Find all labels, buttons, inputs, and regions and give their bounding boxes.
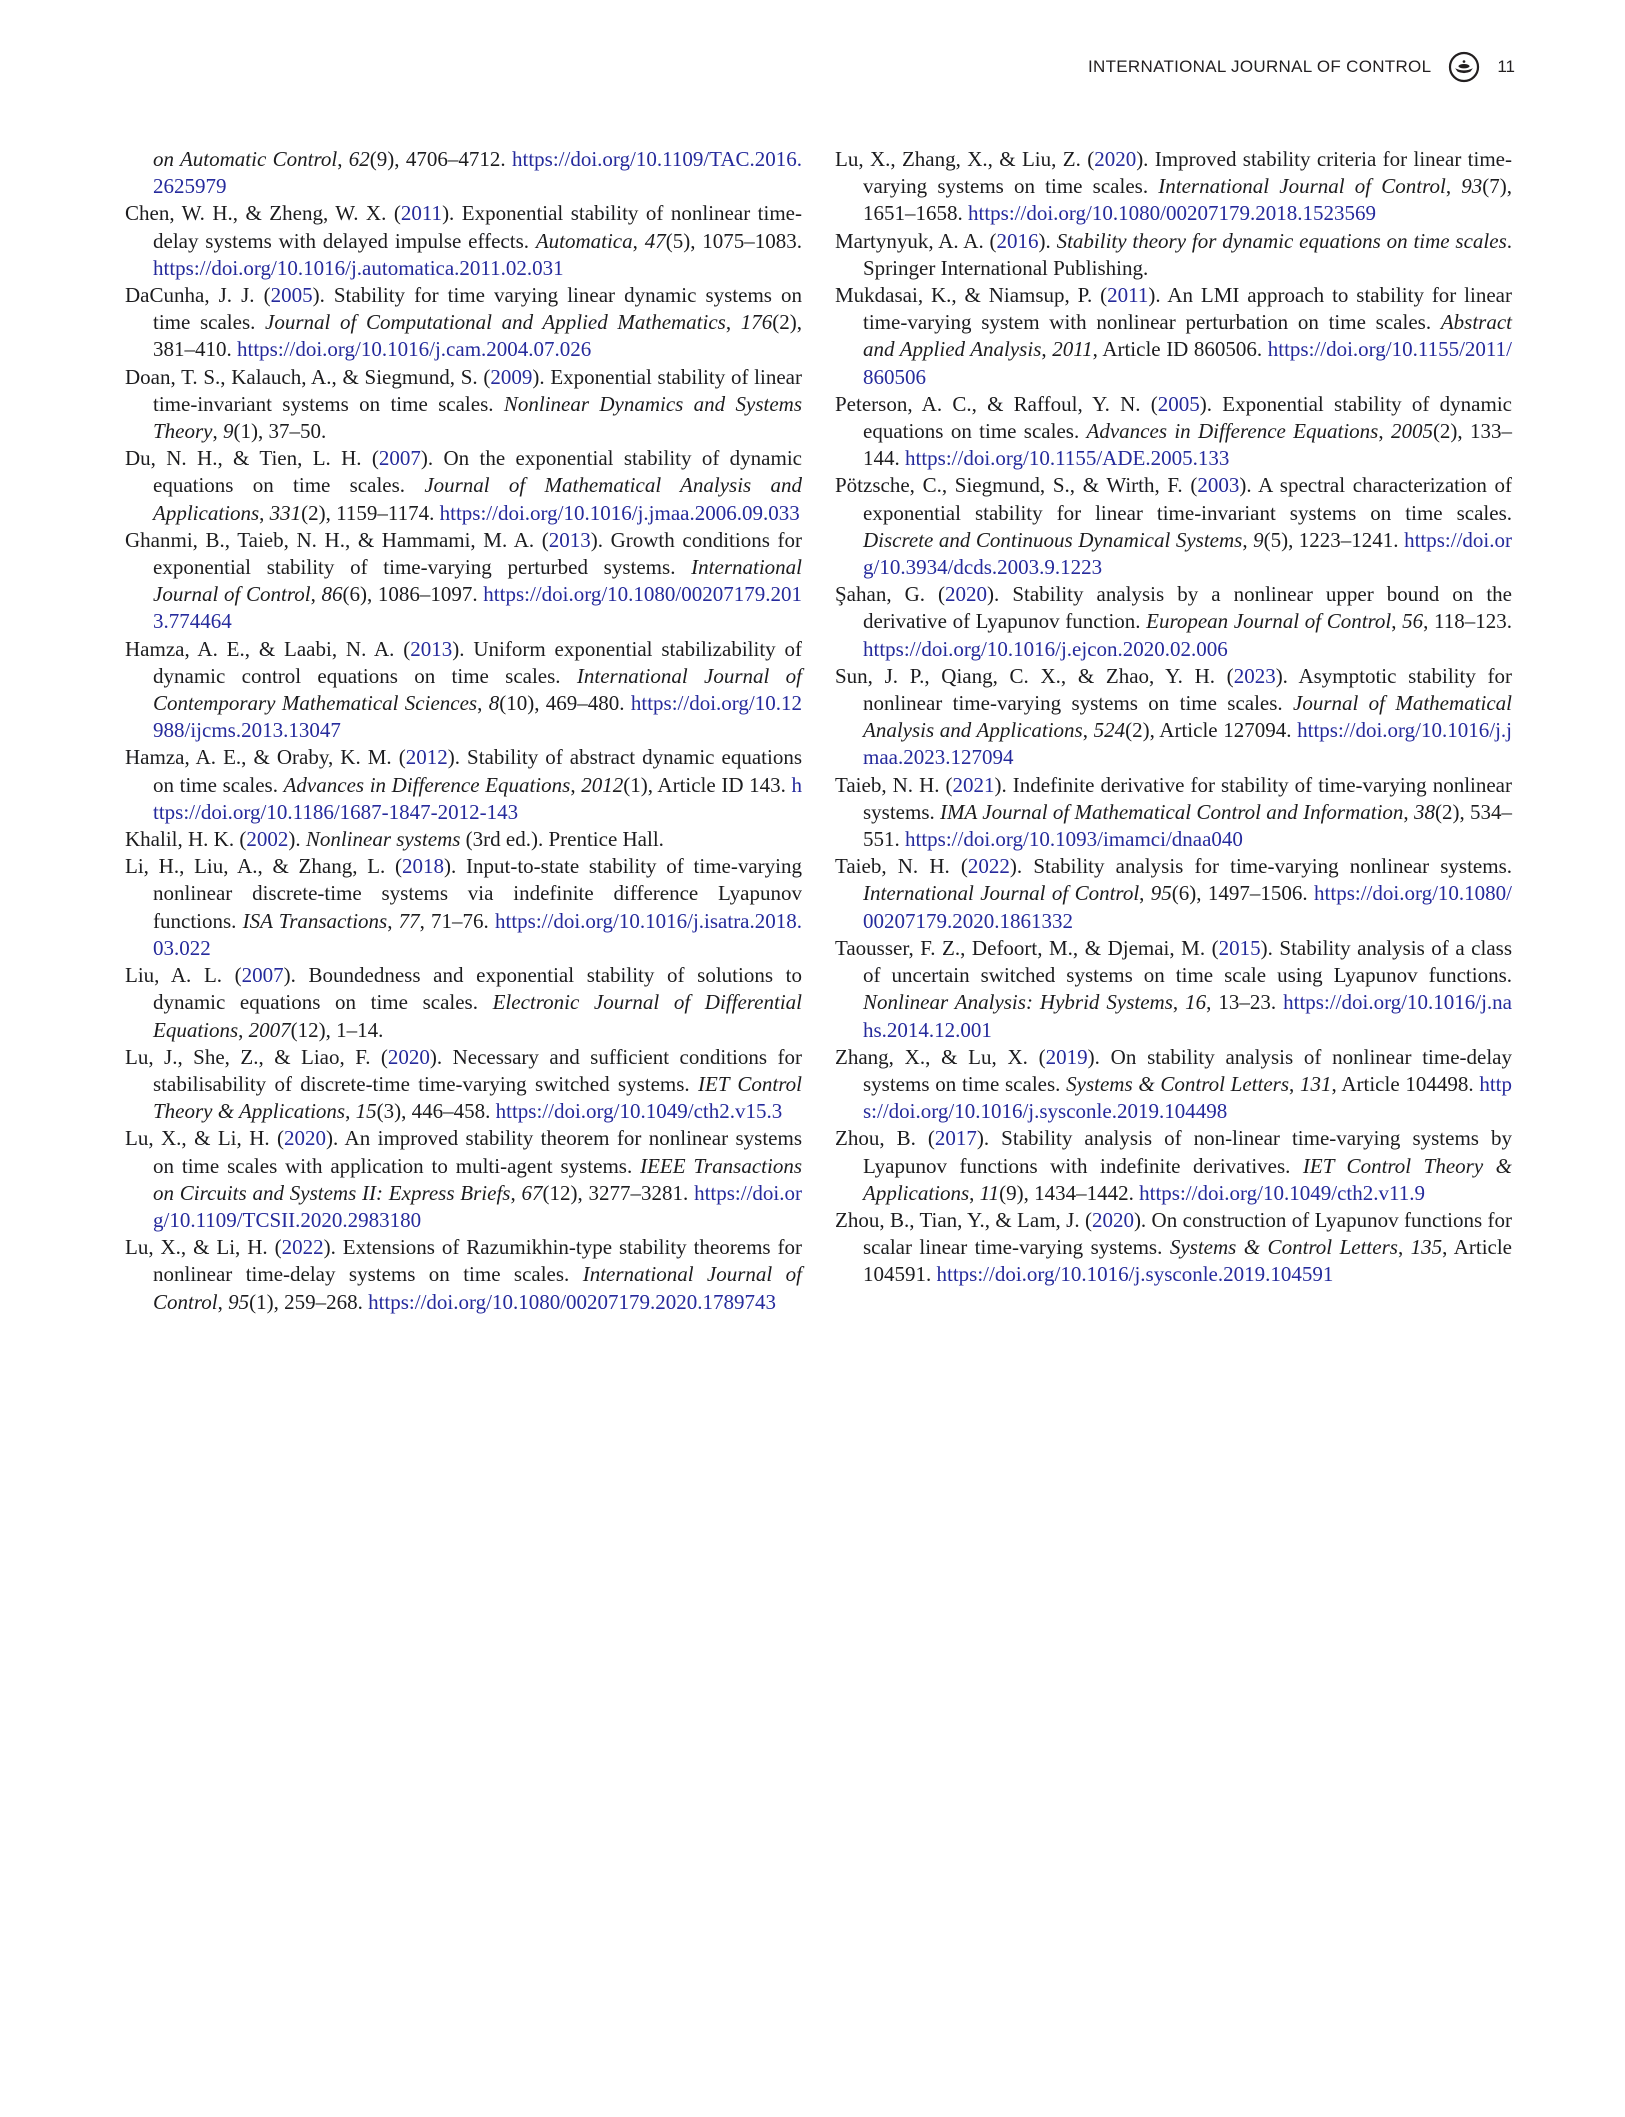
reference-text: (2), 534–551. — [863, 799, 1512, 852]
reference-italic-title: 38 — [1413, 799, 1435, 824]
reference-text: , — [217, 1289, 229, 1314]
doi-link[interactable]: https://doi.org/10.12988/ijcms.2013.13047 — [153, 691, 803, 743]
reference-text: ). — [1038, 228, 1057, 253]
reference-text: ). Stability for time varying linear dynamic systems on time scales. — [153, 283, 803, 335]
reference-item — [835, 772, 1512, 854]
reference-italic-title: 131 — [1300, 1071, 1332, 1096]
reference-italic-title: International Journal of Control — [153, 555, 802, 607]
doi-link[interactable]: https://doi.org/10.1093/imamci/dnaa040 — [905, 827, 1243, 852]
reference-text: ). Stability analysis of a class of uncertain switched systems on time scale using Lyapunov functions. — [863, 935, 1512, 988]
reference-text: (1), 37–50. — [233, 419, 327, 444]
reference-italic-title: IET Control Theory & Applications — [153, 1071, 802, 1124]
reference-italic-title: 9 — [223, 419, 234, 444]
reference-italic-title: on Automatic Control — [153, 147, 338, 171]
reference-text: Taousser, F. Z., Defoort, M., & Djemai, M. ( — [835, 935, 1219, 960]
reference-text: ). Extensions of Razumikhin-type stability theorems for nonlinear time-delay systems on time scales. — [153, 1235, 803, 1287]
year-link[interactable]: 2003 — [1197, 473, 1240, 498]
reference-text: Khalil, H. K. ( — [125, 827, 247, 852]
reference-text: Du, N. H., & Tien, L. H. ( — [125, 446, 379, 471]
reference-italic-title: Journal of Mathematical Analysis and Applications — [863, 691, 1512, 743]
reference-item — [125, 636, 802, 745]
doi-link[interactable]: https://doi.org/10.1016/j.sysconle.2019.104498 — [863, 1071, 1513, 1124]
reference-italic-title: 331 — [269, 500, 302, 525]
reference-text: Şahan, G. ( — [835, 582, 946, 607]
reference-text: , — [1041, 337, 1053, 362]
reference-text: Pötzsche, C., Siegmund, S., & Wirth, F. ( — [835, 473, 1198, 498]
reference-item — [835, 581, 1512, 663]
reference-italic-title: 47 — [644, 228, 666, 253]
reference-item — [125, 744, 802, 826]
doi-link[interactable]: https://doi.org/10.1049/cth2.v11.9 — [1139, 1180, 1425, 1205]
year-link[interactable]: 2022 — [967, 854, 1010, 879]
reference-item — [125, 1044, 802, 1126]
reference-text: , — [632, 228, 645, 253]
reference-italic-title: 2007 — [248, 1017, 291, 1042]
doi-link[interactable]: https://doi.org/10.1080/00207179.2018.1523569 — [968, 201, 1376, 226]
reference-item — [125, 200, 802, 282]
reference-text: , 71–76. — [419, 908, 495, 933]
reference-text: ). On stability analysis of nonlinear time-delay systems on time scales. — [863, 1044, 1512, 1096]
reference-text: ). Indefinite derivative for stability of time-varying nonlinear systems. — [863, 772, 1512, 824]
reference-text: , — [969, 1180, 980, 1205]
doi-link[interactable]: https://doi.org/10.1155/2011/860506 — [863, 337, 1512, 389]
doi-link[interactable]: https://doi.org/10.1080/00207179.2013.774464 — [153, 582, 803, 634]
doi-link[interactable]: https://doi.org/10.1016/j.jmaa.2023.127094 — [863, 718, 1512, 770]
reference-italic-title: Systems & Control Letters — [1066, 1071, 1290, 1096]
reference-italic-title: 67 — [521, 1180, 543, 1205]
year-link[interactable]: 2020 — [284, 1126, 327, 1151]
reference-item — [835, 146, 1512, 228]
reference-italic-title: Advances in Difference Equations — [283, 772, 571, 797]
reference-text: (10), 469–480. — [499, 691, 631, 716]
reference-text: , — [345, 1099, 356, 1124]
reference-text: Mukdasai, K., & Niamsup, P. ( — [835, 283, 1108, 308]
reference-italic-title: 2005 — [1390, 419, 1433, 444]
reference-text: Liu, A. L. ( — [125, 963, 242, 988]
reference-text: (2), 1159–1174. — [301, 500, 440, 525]
reference-italic-title: Nonlinear systems — [305, 827, 461, 852]
reference-italic-title: 9 — [1253, 527, 1264, 552]
reference-text: , — [337, 147, 349, 171]
reference-text: ). Exponential stability of nonlinear time-delay systems with delayed impulse effects. — [153, 201, 802, 253]
reference-text: (3rd ed.). Prentice Hall. — [460, 827, 664, 852]
year-link[interactable]: 2007 — [241, 963, 284, 988]
year-link[interactable]: 2005 — [270, 283, 313, 308]
reference-text: (9), 1434–1442. — [999, 1180, 1140, 1205]
reference-item — [125, 445, 802, 527]
reference-text: Lu, X., & Li, H. ( — [125, 1126, 285, 1151]
reference-text: , — [1289, 1071, 1301, 1096]
reference-italic-title: International Journal of Control — [153, 1262, 802, 1314]
reference-text: (3), 446–458. — [376, 1099, 496, 1124]
reference-italic-title: ISA Transactions — [242, 908, 388, 933]
reference-italic-title: 15 — [355, 1099, 377, 1124]
reference-text: (2), 133–144. — [863, 419, 1513, 471]
reference-text: ). A spectral characterization of exponential stability for linear time-invariant systems on time scales. — [863, 473, 1513, 525]
reference-text: (12), 1–14. — [290, 1017, 384, 1042]
reference-text: ). Stability analysis for time-varying nonlinear systems. — [1009, 854, 1512, 879]
reference-italic-title: European Journal of Control — [1146, 609, 1392, 634]
reference-text: Taieb, N. H. ( — [835, 772, 953, 797]
doi-link[interactable]: https://doi.org/10.1186/1687-1847-2012-143 — [153, 772, 803, 824]
reference-italic-title: IET Control Theory & Applications — [863, 1153, 1512, 1205]
year-link[interactable]: 2020 — [945, 582, 988, 607]
page-header — [0, 0, 1625, 84]
reference-text: , — [310, 582, 322, 607]
reference-text: ). Uniform exponential stabilizability of dynamic control equations on time scales. — [153, 636, 802, 688]
page-number: 11 — [1497, 57, 1515, 76]
reference-text: Zhou, B., Tian, Y., & Lam, J. ( — [835, 1207, 1092, 1232]
reference-text: , — [1397, 1235, 1411, 1260]
reference-text: , — [477, 691, 489, 716]
reference-text: , — [238, 1017, 249, 1042]
reference-text: , — [1403, 799, 1414, 824]
reference-text: ). Exponential stability of linear time-invariant systems on time scales. — [153, 364, 802, 416]
reference-item — [125, 1125, 802, 1234]
reference-text: , — [1445, 174, 1462, 199]
doi-link[interactable]: https://doi.org/10.1016/j.cam.2004.07.026 — [237, 337, 592, 362]
reference-text: , — [1139, 881, 1151, 906]
reference-italic-title: 2012 — [581, 772, 624, 797]
reference-text: , — [1172, 990, 1186, 1015]
reference-text: Sun, J. P., Qiang, C. X., & Zhao, Y. H. ( — [835, 663, 1234, 688]
reference-text: ). On the exponential stability of dynamic equations on time scales. — [153, 446, 802, 498]
reference-italic-title: 62 — [348, 147, 370, 171]
reference-text: ). Stability of abstract dynamic equations on time scales. — [153, 745, 803, 797]
reference-text: (7), 1651–1658. — [863, 174, 1513, 226]
year-link[interactable]: 2020 — [387, 1044, 430, 1069]
reference-italic-title: Stability theory for dynamic equations on time scales — [1056, 228, 1507, 253]
reference-italic-title: Journal of Computational and Applied Mathematics — [265, 310, 726, 335]
year-link[interactable]: 2012 — [405, 745, 448, 770]
doi-link[interactable]: https://doi.org/10.1016/j.isatra.2018.03.022 — [153, 908, 803, 960]
reference-text: ). An improved stability theorem for nonlinear systems on time scales with application to multi-agent systems. — [153, 1126, 803, 1178]
reference-text: ). Growth conditions for exponential stability of time-varying perturbed systems. — [153, 527, 802, 580]
reference-text: ). On construction of Lyapunov functions for scalar linear time-varying systems. — [863, 1207, 1512, 1260]
reference-text: ). Boundedness and exponential stability of solutions to dynamic equations on time scales. — [153, 963, 802, 1015]
reference-text: , — [387, 908, 399, 933]
reference-text: (12), 3277–3281. — [542, 1180, 695, 1205]
reference-item — [835, 391, 1512, 473]
reference-text: Taieb, N. H. ( — [835, 854, 968, 879]
reference-text: , — [1378, 419, 1391, 444]
reference-text: ). Asymptotic stability for nonlinear time-varying systems on time scales. — [863, 663, 1512, 716]
reference-text: (5), 1223–1241. — [1263, 527, 1405, 552]
reference-italic-title: Automatica — [535, 228, 633, 253]
reference-text: Peterson, A. C., & Raffoul, Y. N. ( — [835, 391, 1158, 416]
year-link[interactable]: 2002 — [246, 827, 289, 852]
reference-text: Hamza, A. E., & Laabi, N. A. ( — [125, 636, 411, 661]
reference-text: Doan, T. S., Kalauch, A., & Siegmund, S. ( — [125, 364, 491, 389]
reference-item — [835, 228, 1512, 282]
doi-link[interactable]: https://doi.org/10.1080/00207179.2020.1789743 — [368, 1289, 777, 1314]
reference-italic-title: IEEE Transactions on Circuits and Systems II: Express Briefs — [153, 1153, 802, 1205]
reference-text: ). Input-to-state stability of time-varying nonlinear discrete-time systems via indefinite difference Lyapunov functions. — [153, 854, 802, 933]
reference-italic-title: Electronic Journal of Differential Equations — [153, 990, 802, 1042]
reference-text: (2), Article 127094. — [1125, 718, 1298, 743]
doi-link[interactable]: https://doi.org/10.1016/j.nahs.2014.12.001 — [863, 990, 1513, 1042]
year-link[interactable]: 2020 — [1094, 147, 1137, 171]
year-link[interactable]: 2023 — [1233, 663, 1276, 688]
reference-italic-title: 11 — [979, 1180, 1000, 1205]
reference-text: , — [1242, 527, 1254, 552]
reference-italic-title: 77 — [398, 908, 420, 933]
year-link[interactable]: 2022 — [281, 1235, 324, 1260]
reference-item — [125, 962, 802, 1044]
reference-item — [125, 282, 802, 364]
reference-text: Chen, W. H., & Zheng, W. X. ( — [125, 201, 401, 226]
reference-text: (5), 1075–1083. — [665, 228, 802, 253]
reference-text: , — [212, 419, 223, 444]
reference-italic-title: International Journal of Control — [863, 881, 1140, 906]
reference-text: , — [510, 1180, 522, 1205]
reference-text: , 118–123. — [1423, 609, 1512, 634]
reference-italic-title: 86 — [321, 582, 343, 607]
reference-item — [835, 1207, 1512, 1289]
reference-text: Lu, X., Zhang, X., & Liu, Z. ( — [835, 147, 1095, 171]
references-section — [0, 146, 1625, 1316]
reference-text: , 13–23. — [1206, 990, 1284, 1015]
reference-italic-title: Journal of Mathematical Analysis and Applications — [153, 473, 802, 525]
year-link[interactable]: 2005 — [1157, 391, 1200, 416]
reference-text: Lu, J., She, Z., & Liao, F. ( — [125, 1044, 388, 1069]
reference-italic-title: 16 — [1185, 990, 1207, 1015]
reference-italic-title: 93 — [1461, 174, 1483, 199]
year-link[interactable]: 2019 — [1045, 1044, 1088, 1069]
reference-text: ). Exponential stability of dynamic equations on time scales. — [863, 391, 1512, 444]
doi-link[interactable]: https://doi.org/10.1016/j.sysconle.2019.104591 — [936, 1262, 1334, 1287]
reference-item — [125, 146, 802, 200]
references-column-right — [835, 146, 1512, 1316]
reference-item — [125, 364, 802, 446]
reference-text: ). Improved stability criteria for linear time-varying systems on time scales. — [863, 147, 1512, 199]
reference-item — [835, 853, 1512, 935]
reference-text: (9), 4706–4712. — [369, 147, 512, 171]
year-link[interactable]: 2011 — [400, 201, 443, 226]
reference-item — [835, 1044, 1512, 1126]
reference-text: (2), 381–410. — [153, 310, 803, 362]
reference-text: Martynyuk, A. A. ( — [835, 228, 997, 253]
reference-italic-title: Abstract and Applied Analysis — [863, 310, 1512, 362]
reference-text: , Article 104498. — [1331, 1071, 1480, 1096]
reference-text: (1), 259–268. — [249, 1289, 369, 1314]
reference-italic-title: 524 — [1093, 718, 1126, 743]
reference-italic-title: Discrete and Continuous Dynamical Systems — [863, 527, 1243, 552]
reference-text: . Springer International Publishing. — [863, 228, 1512, 280]
taylor-francis-logo-icon — [1447, 50, 1481, 84]
reference-item — [125, 826, 802, 853]
reference-text: ). An LMI approach to stability for linear time-varying system with nonlinear perturbation on time scales. — [863, 283, 1512, 335]
reference-italic-title: 135 — [1410, 1235, 1443, 1260]
reference-item — [125, 527, 802, 636]
reference-text: Zhou, B. ( — [835, 1126, 935, 1151]
reference-italic-title: 176 — [740, 310, 773, 335]
doi-link[interactable]: https://doi.org/10.1109/TCSII.2020.2983180 — [153, 1180, 802, 1232]
reference-text: , — [725, 310, 741, 335]
reference-item — [835, 935, 1512, 1044]
reference-item — [835, 282, 1512, 391]
doi-link[interactable]: https://doi.org/10.1049/cth2.v15.3 — [495, 1099, 783, 1124]
reference-italic-title: Nonlinear Analysis: Hybrid Systems — [863, 990, 1173, 1015]
reference-text: ). Necessary and sufficient conditions for stabilisability of discrete-time time-varying switched systems. — [153, 1044, 802, 1096]
reference-text: Lu, X., & Li, H. ( — [125, 1235, 282, 1260]
year-link[interactable]: 2009 — [490, 364, 533, 389]
reference-italic-title: IMA Journal of Mathematical Control and Information — [940, 799, 1404, 824]
reference-italic-title: International Journal of Contemporary Mathematical Sciences — [153, 663, 802, 716]
year-link[interactable]: 2011 — [1107, 283, 1149, 308]
reference-text: , — [1082, 718, 1094, 743]
reference-text: ). Stability analysis of non-linear time-varying systems by Lyapunov functions with indefinite derivatives. — [863, 1126, 1512, 1178]
reference-item — [835, 663, 1512, 772]
doi-link[interactable]: https://doi.org/10.3934/dcds.2003.9.1223 — [863, 527, 1512, 580]
reference-text: (1), Article ID 143. — [623, 772, 792, 797]
doi-link[interactable]: https://doi.org/10.1016/j.jmaa.2006.09.033 — [439, 500, 800, 525]
reference-text: Hamza, A. E., & Oraby, K. M. ( — [125, 745, 406, 770]
reference-italic-title: Systems & Control Letters — [1169, 1235, 1398, 1260]
reference-text: Li, H., Liu, A., & Zhang, L. ( — [125, 854, 403, 879]
reference-item — [125, 853, 802, 962]
reference-text: Ghanmi, B., Taieb, N. H., & Hammami, M. A. ( — [125, 527, 549, 552]
year-link[interactable]: 2021 — [952, 772, 995, 797]
reference-item — [125, 1234, 802, 1316]
journal-title: INTERNATIONAL JOURNAL OF CONTROL — [1088, 57, 1432, 76]
year-link[interactable]: 2013 — [548, 527, 591, 552]
reference-italic-title: 8 — [488, 691, 500, 716]
reference-text: Zhang, X., & Lu, X. ( — [835, 1044, 1046, 1069]
year-link[interactable]: 2016 — [996, 228, 1039, 253]
reference-italic-title: 95 — [228, 1289, 250, 1314]
references-column-left — [125, 146, 802, 1316]
doi-link[interactable]: https://doi.org/10.1080/00207179.2020.1861332 — [863, 881, 1512, 933]
reference-italic-title: Nonlinear Dynamics and Systems Theory — [153, 391, 802, 444]
reference-item — [835, 1125, 1512, 1207]
reference-italic-title: 95 — [1150, 881, 1172, 906]
year-link[interactable]: 2020 — [1091, 1207, 1134, 1232]
reference-italic-title: 56 — [1402, 609, 1424, 634]
year-link[interactable]: 2018 — [402, 854, 445, 879]
doi-link[interactable]: https://doi.org/10.1016/j.automatica.2011.02.031 — [153, 255, 564, 280]
reference-text: , — [1391, 609, 1403, 634]
reference-text: ). — [288, 827, 306, 852]
doi-link[interactable]: https://doi.org/10.1109/TAC.2016.2625979 — [153, 147, 802, 199]
reference-text: DaCunha, J. J. ( — [125, 283, 271, 308]
reference-item — [835, 472, 1512, 581]
reference-text: , Article 104591. — [863, 1235, 1513, 1287]
year-link[interactable]: 2013 — [410, 636, 453, 661]
doi-link[interactable]: https://doi.org/10.1155/ADE.2005.133 — [905, 446, 1230, 471]
year-link[interactable]: 2017 — [934, 1126, 977, 1151]
reference-italic-title: Advances in Difference Equations — [1086, 419, 1379, 444]
reference-italic-title: 2011 — [1052, 337, 1093, 362]
reference-italic-title: International Journal of Control — [1158, 174, 1446, 199]
reference-text: ). Stability analysis by a nonlinear upper bound on the derivative of Lyapunov function. — [863, 582, 1512, 634]
reference-text: , — [259, 500, 270, 525]
reference-text: (6), 1497–1506. — [1171, 881, 1315, 906]
reference-text: (6), 1086–1097. — [342, 582, 484, 607]
doi-link[interactable]: https://doi.org/10.1016/j.ejcon.2020.02.006 — [863, 636, 1228, 661]
reference-text: , — [570, 772, 582, 797]
year-link[interactable]: 2015 — [1218, 935, 1261, 960]
year-link[interactable]: 2007 — [378, 446, 421, 471]
reference-text: , Article ID 860506. — [1092, 337, 1268, 362]
